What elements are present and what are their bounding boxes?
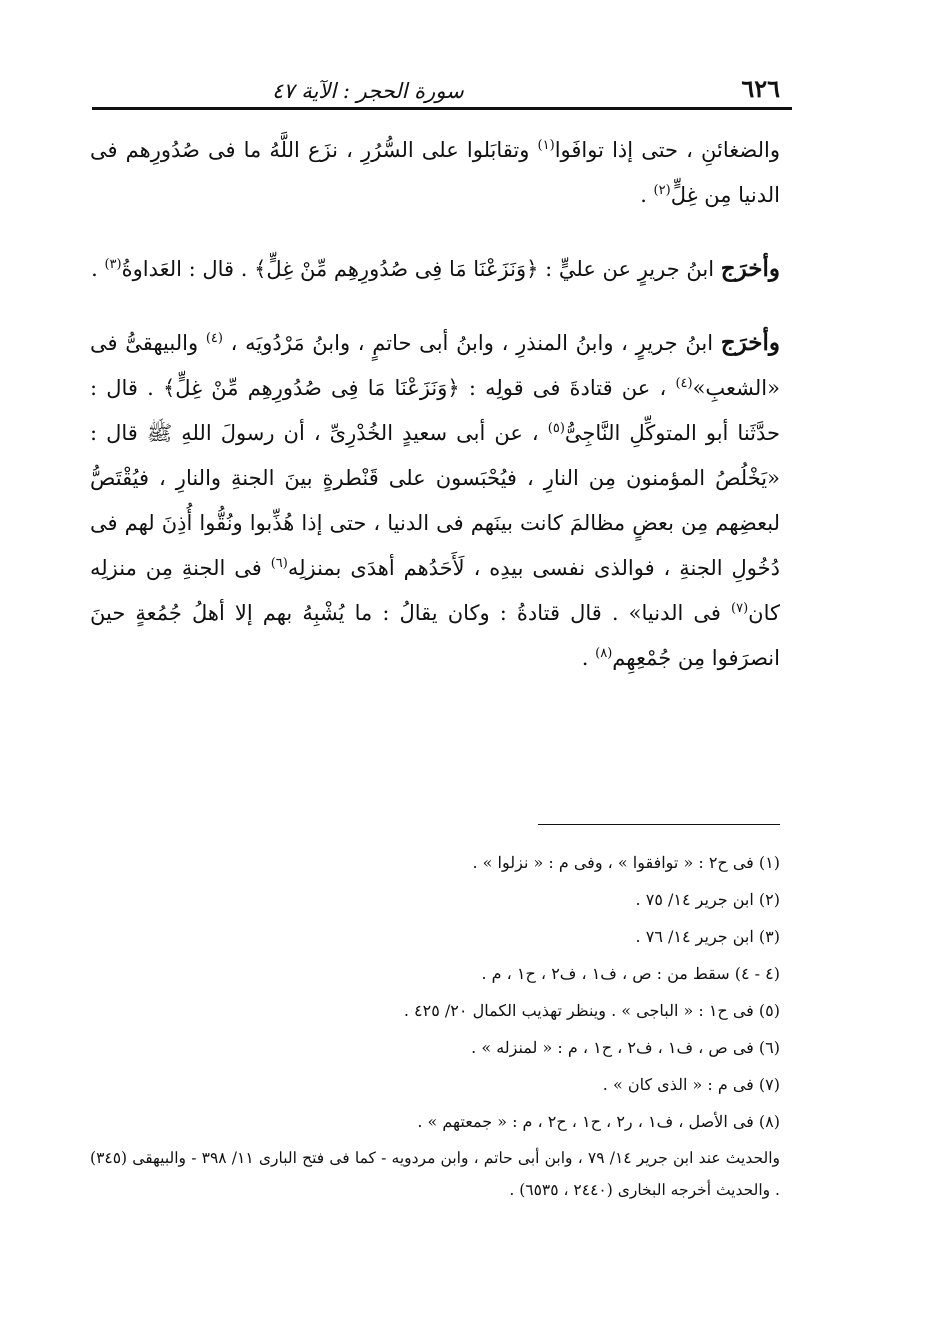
quran-verse: ﴿وَنَزَعْنَا مَا فِى صُدُورِهِم مِّنْ غِلٍّ﴾ xyxy=(254,257,539,281)
footnote-reference: (٣) xyxy=(104,257,122,272)
text-segment: فى الدنيا» . قال قتادةُ : وكان يقالُ : ما يُشْبِهُ بهم إلا أهلُ جُمُعةٍ حينَ انصرَفوا مِن جُمْعِهِم xyxy=(90,601,780,670)
text-segment: فى الجنةِ مِن منزلِه كان xyxy=(90,556,780,625)
text-segment: والبيهقىُّ فى «الشعبِ» xyxy=(90,331,780,400)
footnote-4: (٤ - ٤) سقط من : ص ، ف١ ، ف٢ ، ح١ ، م . xyxy=(481,964,780,983)
footnote-reference: (٢) xyxy=(653,183,671,198)
text-segment: . قال : العَداوةُ xyxy=(121,257,255,281)
footnote-reference: (٦) xyxy=(270,556,288,571)
footnotes xyxy=(90,844,780,1206)
footnote-hadith-note: والحديث عند ابن جرير ١٤/ ٧٩ ، وابن أبى حاتم ، وابن مردويه - كما فى فتح البارى ١١/ ٣٩٨ - والبيهقى (٣٤٥) . والحديث أخرجه البخارى (٢٤٤٠ ، ٦٥٣٥) . xyxy=(90,1149,780,1199)
footnote-6: (٦) فى ص ، ف١ ، ف٢ ، ح١ ، م : « لمنزله » . xyxy=(471,1038,780,1057)
text-segment: ، عن قتادةَ فى قولِه : xyxy=(459,376,676,400)
text-segment: والضغائنِ ، حتى إذا توافَوا xyxy=(554,138,781,162)
footnote-separator xyxy=(538,824,780,825)
text-segment: . قال : حدَّثَنا أبو المتوكِّلِ النَّاجِىُّ xyxy=(90,376,780,445)
footnote-2: (٢) ابن جرير ١٤/ ٧٥ . xyxy=(635,890,780,909)
quran-verse: ﴿وَنَزَعْنَا مَا فِى صُدُورِهِم مِّنْ غِلٍّ﴾ xyxy=(162,376,460,400)
text-segment: ابنُ جريرٍ عن عليٍّ : xyxy=(538,257,721,281)
text-segment: ، عن أبى سعيدٍ الخُدْرِىِّ ، أن رسولَ اللهِ ﷺ قال : «يَخْلُصُ المؤمنون مِن النارِ ، فيُحْبَسون على قَنْطرةٍ بينَ الجنةِ والنارِ ، فيُقْتَصُّ لبعضِهم مِن بعضٍ مظالمَ كانت بينَهم فى الدنيا ، حتى إذا هُذِّبوا ونُقُّوا أُذِنَ لهم فى دُخُولِ الجنةِ ، فوالذى نفسى بيدِه ، لَأَحَدُهم أهدَى بمنزلِه xyxy=(90,421,780,580)
footnote-reference: (٤) xyxy=(675,376,693,391)
footnote-reference: (٧) xyxy=(731,601,749,616)
text-segment: . xyxy=(581,646,596,670)
text-segment: . xyxy=(640,183,654,207)
paragraph-lead-word: وأخرَج xyxy=(720,255,780,282)
header-rule xyxy=(92,107,792,110)
running-title: سورة الحجر : الآية ٤٧ xyxy=(272,79,464,103)
footnote-reference: (٥) xyxy=(547,421,565,436)
footnote-reference: (٤) xyxy=(205,331,223,346)
page-number: ٦٢٦ xyxy=(741,74,780,103)
footnote-reference: (٨) xyxy=(595,646,613,661)
page-header xyxy=(92,55,792,103)
footnote-8: (٨) فى الأصل ، ف١ ، ر٢ ، ح١ ، ح٢ ، م : « جمعتهم » . xyxy=(417,1112,780,1131)
main-text xyxy=(90,128,780,709)
footnote-5: (٥) فى ح١ : « الباجى » . وينظر تهذيب الكمال ٢٠/ ٤٢٥ . xyxy=(403,1001,780,1020)
text-segment: ابنُ جريرٍ ، وابنُ المنذرِ ، وابنُ أبى حاتمٍ ، وابنُ مَرْدُويَه ، xyxy=(222,331,721,355)
footnote-7: (٧) فى م : « الذى كان » . xyxy=(602,1075,780,1094)
paragraph-1 xyxy=(90,128,780,218)
text-segment: وتقابَلوا على السُّرُرِ ، نزَع اللَّهُ ما فى صُدُورِهم فى الدنيا مِن غِلٍّ xyxy=(90,138,780,207)
footnote-reference: (١) xyxy=(537,138,555,153)
footnote-3: (٣) ابن جرير ١٤/ ٧٦ . xyxy=(635,927,780,946)
paragraph-lead-word: وأخرَج xyxy=(720,329,780,356)
paragraph-3 xyxy=(90,320,780,681)
footnote-1: (١) فى ح٢ : « توافقوا » ، وفى م : « نزلوا » . xyxy=(472,853,780,872)
paragraph-2 xyxy=(90,246,780,292)
text-segment: . xyxy=(91,257,105,281)
